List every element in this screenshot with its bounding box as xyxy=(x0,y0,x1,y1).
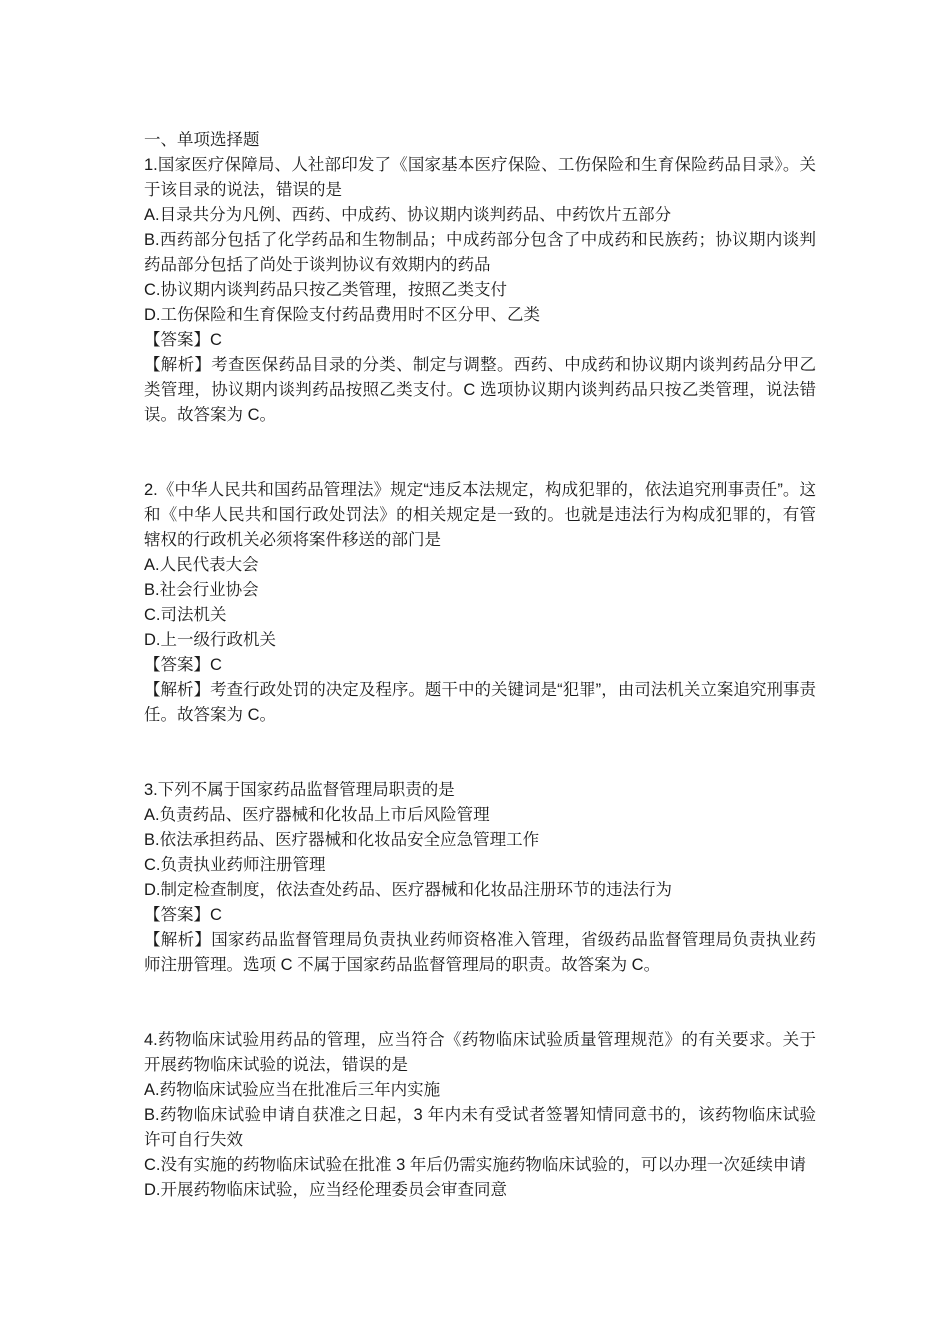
question-2-option-a: A.人民代表大会 xyxy=(144,556,259,574)
question-1-option-d: D.工伤保险和生育保险支付药品费用时不区分甲、乙类 xyxy=(144,306,540,324)
question-4-option-d: D.开展药物临床试验，应当经伦理委员会审查同意 xyxy=(144,1181,507,1199)
question-3-answer: 【答案】C xyxy=(144,906,222,924)
question-3-option-d: D.制定检查制度，依法查处药品、医疗器械和化妆品注册环节的违法行为 xyxy=(144,881,672,899)
question-4-option-b: B.药物临床试验申请自获准之日起，3 年内未有受试者签署知情同意书的，该药物临床试验许可自行失效 xyxy=(144,1106,816,1149)
questions-container xyxy=(144,153,816,1203)
question-1-answer: 【答案】C xyxy=(144,331,222,349)
question-3-option-b: B.依法承担药品、医疗器械和化妆品安全应急管理工作 xyxy=(144,831,540,849)
question-2-option-b: B.社会行业协会 xyxy=(144,581,259,599)
section-title: 一、单项选择题 xyxy=(144,131,260,149)
question-2-stem: 2.《中华人民共和国药品管理法》规定“违反本法规定，构成犯罪的，依法追究刑事责任”。这和《中华人民共和国行政处罚法》的相关规定是一致的。也就是违法行为构成犯罪的，有管辖权的行政机关必须将案件移送的部门是 xyxy=(144,481,816,549)
question-3-option-c: C.负责执业药师注册管理 xyxy=(144,856,326,874)
question-2-answer: 【答案】C xyxy=(144,656,222,674)
question-3-stem: 3.下列不属于国家药品监督管理局职责的是 xyxy=(144,781,455,799)
question-4-stem: 4.药物临床试验用药品的管理，应当符合《药物临床试验质量管理规范》的有关要求。关于开展药物临床试验的说法，错误的是 xyxy=(144,1031,816,1074)
question-2-explanation: 【解析】考查行政处罚的决定及程序。题干中的关键词是“犯罪”，由司法机关立案追究刑事责任。故答案为 C。 xyxy=(144,681,816,724)
question-3-explanation: 【解析】国家药品监督管理局负责执业药师资格准入管理，省级药品监督管理局负责执业药师注册管理。选项 C 不属于国家药品监督管理局的职责。故答案为 C。 xyxy=(144,931,816,974)
question-1 xyxy=(144,153,816,428)
question-3-option-a: A.负责药品、医疗器械和化妆品上市后风险管理 xyxy=(144,806,490,824)
question-1-stem: 1.国家医疗保障局、人社部印发了《国家基本医疗保险、工伤保险和生育保险药品目录》。关于该目录的说法，错误的是 xyxy=(144,156,816,199)
question-1-option-c: C.协议期内谈判药品只按乙类管理，按照乙类支付 xyxy=(144,281,507,299)
question-4 xyxy=(144,1028,816,1203)
question-1-option-a: A.目录共分为凡例、西药、中成药、协议期内谈判药品、中药饮片五部分 xyxy=(144,206,672,224)
question-3 xyxy=(144,778,816,978)
question-2 xyxy=(144,478,816,728)
question-1-option-b: B.西药部分包括了化学药品和生物制品；中成药部分包含了中成药和民族药；协议期内谈判药品部分包括了尚处于谈判协议有效期内的药品 xyxy=(144,231,816,274)
question-2-option-d: D.上一级行政机关 xyxy=(144,631,276,649)
question-1-explanation: 【解析】考查医保药品目录的分类、制定与调整。西药、中成药和协议期内谈判药品分甲乙类管理，协议期内谈判药品按照乙类支付。C 选项协议期内谈判药品只按乙类管理，说法错误。故答案为 C。 xyxy=(144,356,816,424)
question-4-option-c: C.没有实施的药物临床试验在批准 3 年后仍需实施药物临床试验的，可以办理一次延续申请 xyxy=(144,1156,806,1174)
document-content xyxy=(144,128,816,1203)
question-2-option-c: C.司法机关 xyxy=(144,606,227,624)
question-4-option-a: A.药物临床试验应当在批准后三年内实施 xyxy=(144,1081,441,1099)
